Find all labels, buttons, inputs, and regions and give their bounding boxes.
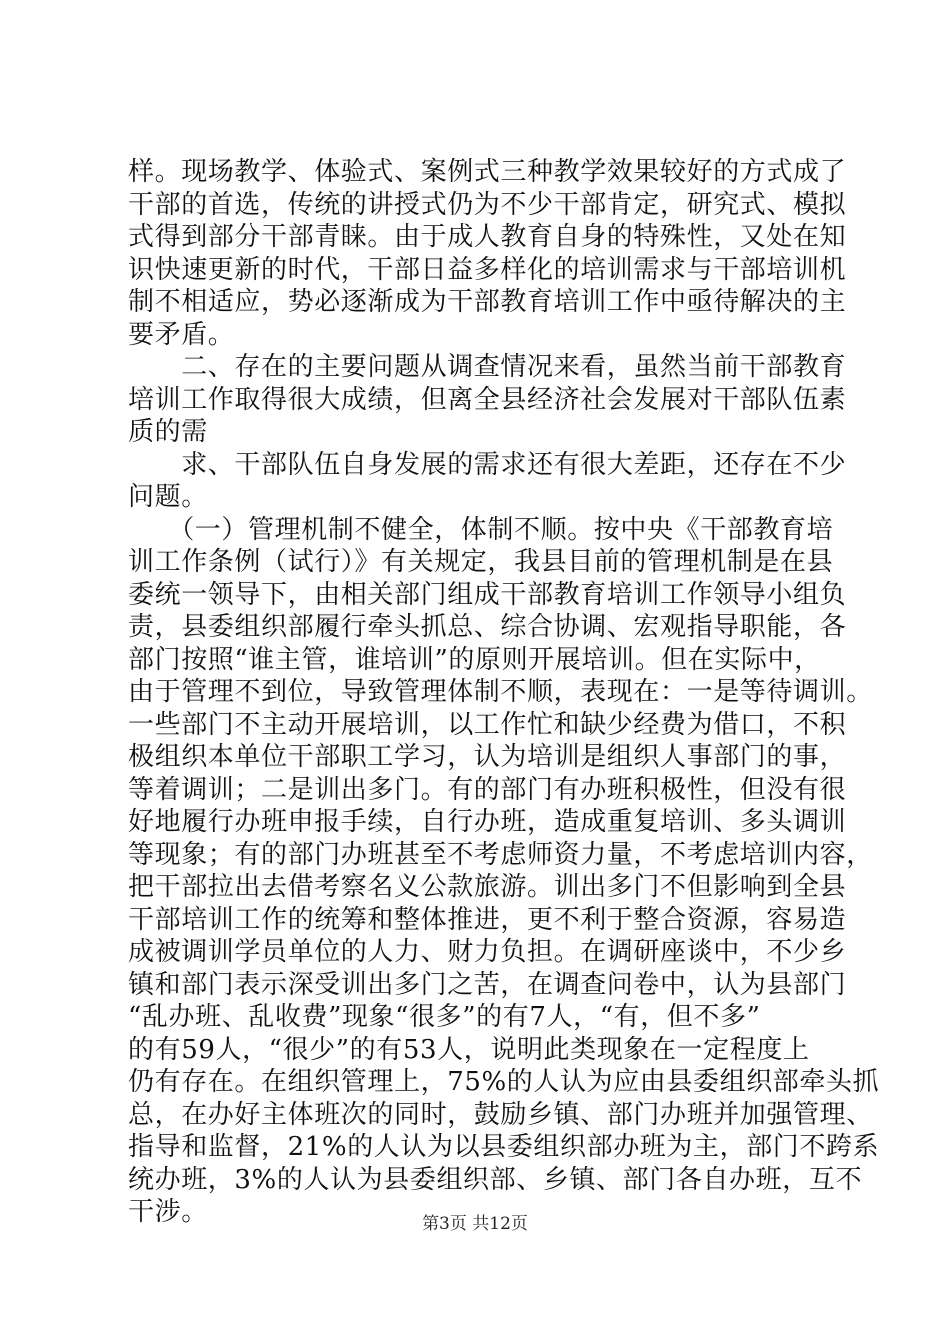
text-line: 式得到部分干部青睐。由于成人教育自身的特殊性，又处在知 [128,222,847,252]
text-line: 统办班，3%的人认为县委组织部、乡镇、部门各自办班，互不 [128,1164,863,1195]
text-line: 训工作条例（试行）》有关规定，我县目前的管理机制是在县 [128,547,834,577]
text-line: 总，在办好主体班次的同时，鼓励乡镇、部门办班并加强管理、 [128,1099,873,1130]
text-line: 等着调训；二是训出多门。有的部门有办班积极性，但没有很 [128,774,847,805]
text-line: 样。现场教学、体验式、案例式三种教学效果较好的方式成了 [128,157,847,187]
text-line: 质的需 [128,417,208,447]
text-line: 镇和部门表示深受训出多门之苦，在调查问卷中，认为县部门 [128,969,847,1000]
text-line: 干部的首选，传统的讲授式仍为不少干部肯定，研究式、模拟 [128,189,847,220]
text-line: 由于管理不到位，导致管理体制不顺，表现在：一是等待调训。 [128,677,873,707]
text-line: 仍有存在。在组织管理上，75%的人认为应由县委组织部牵头抓 [128,1067,880,1097]
text-line: 二、存在的主要问题从调查情况来看，虽然当前干部教育 [128,352,847,382]
text-line: 把干部拉出去借考察名义公款旅游。训出多门不但影响到全县 [128,872,847,902]
text-line: （一）管理机制不健全，体制不顺。按中央《干部教育培 [128,514,834,545]
text-line: 要矛盾。 [128,319,235,350]
text-line: 好地履行办班申报手续，自行办班，造成重复培训、多头调训 [128,807,847,837]
text-line: 求、干部队伍自身发展的需求还有很大差距，还存在不少 [128,449,847,480]
text-line: 部门按照“谁主管，谁培训”的原则开展培训。但在实际中， [128,644,821,675]
text-line: 委统一领导下，由相关部门组成干部教育培训工作领导小组负 [128,579,847,610]
text-line: 一些部门不主动开展培训，以工作忙和缺少经费为借口，不积 [128,709,847,740]
text-line: 等现象；有的部门办班甚至不考虑师资力量，不考虑培训内容， [128,839,873,870]
text-line: 识快速更新的时代，干部日益多样化的培训需求与干部培训机 [128,254,847,285]
body-text [128,156,880,1229]
text-line: 制不相适应，势必逐渐成为干部教育培训工作中亟待解决的主 [128,287,847,317]
page-number-footer: 第3页 共12页 [422,1214,528,1234]
text-line: “乱办班、乱收费”现象“很多”的有7人，“有，但不多” [128,1002,761,1032]
text-line: 问题。 [128,482,208,512]
text-line: 干部培训工作的统筹和整体推进，更不利于整合资源，容易造 [128,904,847,935]
text-line: 指导和监督，21%的人认为以县委组织部办班为主，部门不跨系 [128,1132,880,1162]
text-line: 培训工作取得很大成绩，但离全县经济社会发展对干部队伍素 [128,384,847,415]
text-line: 干涉。 [128,1197,208,1227]
text-line: 成被调训学员单位的人力、财力负担。在调研座谈中，不少乡 [128,937,847,967]
text-line: 的有59人，“很少”的有53人，说明此类现象在一定程度上 [128,1034,810,1065]
text-line: 责，县委组织部履行牵头抓总、综合协调、宏观指导职能，各 [128,612,847,642]
text-line: 极组织本单位干部职工学习，认为培训是组织人事部门的事， [128,742,847,772]
